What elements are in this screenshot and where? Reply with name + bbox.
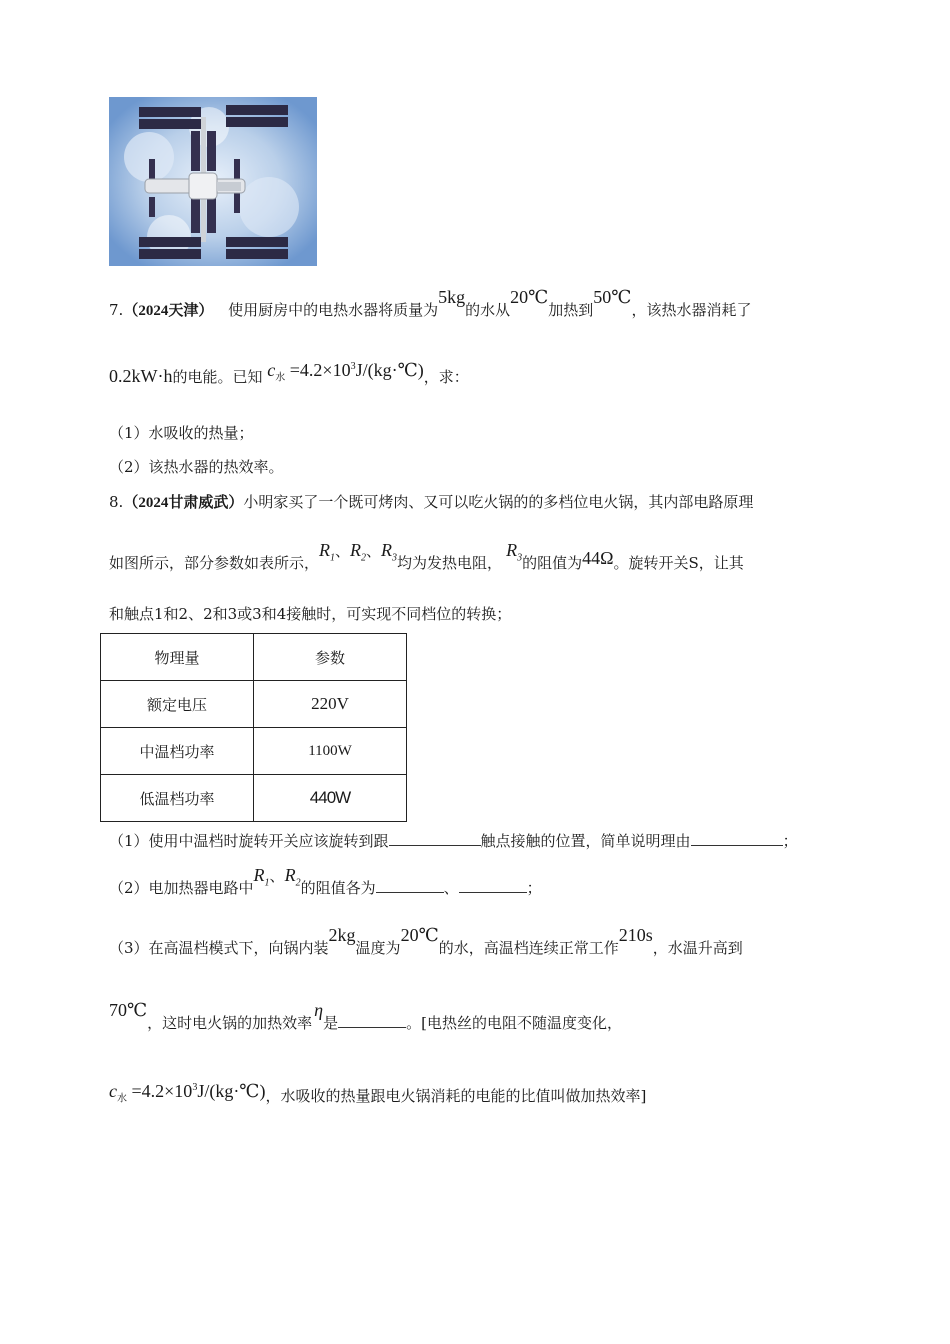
c-exponent: 3: [350, 361, 356, 372]
question-8-text: 、: [443, 879, 459, 897]
r-symbol: R: [381, 540, 393, 560]
answer-blank-reason[interactable]: [691, 833, 783, 846]
answer-blank-r1[interactable]: [376, 880, 444, 893]
parameter-table: [100, 633, 407, 822]
question-8-text: 温度为: [355, 939, 401, 957]
r3-value: 44Ω: [582, 548, 614, 568]
table-cell-label: 低温档功率: [101, 775, 254, 822]
question-8-text: 触点接触的位置，简单说明理由: [480, 832, 691, 850]
resistor-r2: [284, 865, 301, 889]
initial-temperature: 20℃: [510, 287, 549, 307]
question-8-text: 的阻值各为: [300, 879, 376, 897]
table-header-row: [101, 634, 407, 681]
question-8-text: ，这时电火锅的加热效率: [147, 1014, 313, 1032]
initial-temperature: 20℃: [400, 925, 439, 945]
table-cell-label: 中温档功率: [101, 728, 254, 775]
question-7-text: 的水从: [465, 301, 511, 319]
r-subscript: 3: [517, 552, 523, 564]
c-symbol: c: [109, 1081, 117, 1101]
question-8-text: 小明家买了一个既可烤肉、又可以吃火锅的的多档位电火锅，其内部电路原理: [243, 493, 754, 511]
r-subscript: 3: [392, 552, 398, 564]
final-temperature: 70℃: [109, 1000, 148, 1020]
c-subscript: 水: [117, 1093, 127, 1105]
efficiency-symbol: η: [314, 1000, 324, 1020]
question-8-text: （3）在高温档模式下，向锅内装: [109, 939, 329, 957]
r-symbol: R: [506, 540, 518, 560]
separator: 、: [269, 867, 285, 885]
question-8-text: 的水，高温档连续正常工作: [438, 939, 619, 957]
table-cell-value: 1100W: [254, 728, 407, 775]
question-8-part-3-line-2: [109, 1000, 622, 1033]
resistor-r1: [319, 540, 336, 564]
table-cell-label: 额定电压: [101, 681, 254, 728]
question-8-line-3: 和触点1和2、2和3或3和4接触时，可实现不同档位的转换；: [109, 605, 512, 623]
c-exponent: 3: [192, 1082, 198, 1093]
question-7-text: 的电能。已知: [172, 368, 263, 386]
question-8-text: 。[电热丝的电阻不随温度变化，: [406, 1014, 622, 1032]
working-time: 210s: [618, 925, 653, 945]
r-symbol: R: [319, 540, 331, 560]
resistor-r2: [350, 540, 367, 564]
question-7-text: 加热到: [548, 301, 594, 319]
question-8-part-3-line-1: [109, 925, 743, 958]
mass-value: 5kg: [438, 287, 466, 307]
question-8-part-3-line-3: [109, 1081, 647, 1109]
c-unit: J/(kg·℃): [197, 1081, 266, 1101]
question-7-source: （2024天津）: [123, 303, 214, 319]
table-header-quantity: 物理量: [101, 634, 254, 681]
r-symbol: R: [284, 865, 296, 885]
c-value: =4.2×10: [289, 360, 351, 380]
table-cell-value: 440W: [254, 775, 407, 822]
space-station-image: [109, 97, 317, 266]
question-8-text: 均为发热电阻，: [397, 554, 503, 572]
question-8-source: （2024甘肃威武）: [123, 495, 244, 511]
question-8-text: （2）电加热器电路中: [109, 879, 254, 897]
final-temperature: 50℃: [593, 287, 632, 307]
question-8-text: 的阻值为: [522, 554, 583, 572]
specific-heat-formula: [267, 360, 424, 384]
r-subscript: 1: [330, 552, 336, 564]
table-header-value: 参数: [254, 634, 407, 681]
question-8-text: ；: [782, 832, 798, 850]
r-subscript: 2: [361, 552, 367, 564]
question-8-text: （1）使用中温档时旋转开关应该旋转到跟: [109, 832, 389, 850]
question-8-number: 8.: [109, 493, 124, 511]
c-unit: J/(kg·℃): [355, 360, 424, 380]
resistor-r3: [381, 540, 398, 564]
separator: 、: [335, 542, 351, 560]
question-7-sub-2: （2）该热水器的热效率。: [109, 458, 284, 476]
c-value: =4.2×10: [131, 1081, 193, 1101]
answer-blank-efficiency[interactable]: [338, 1015, 406, 1028]
answer-blank-r2[interactable]: [459, 880, 527, 893]
question-8-text: 是: [323, 1014, 339, 1032]
r-symbol: R: [350, 540, 362, 560]
r-symbol: R: [253, 865, 265, 885]
question-8-line-1: [109, 491, 753, 512]
question-7-text: 使用厨房中的电热水器将质量为: [228, 301, 439, 319]
specific-heat-formula: [109, 1081, 266, 1105]
separator: 、: [366, 542, 382, 560]
question-7-number: 7.: [109, 301, 124, 319]
question-8-text: ，水吸收的热量跟电火锅消耗的电能的比值叫做加热效率]: [265, 1087, 647, 1105]
table-row: [101, 728, 407, 775]
r-subscript: 2: [295, 877, 301, 889]
question-7-sub-1: （1）水吸收的热量；: [109, 424, 254, 442]
question-8-part-1: [109, 830, 798, 851]
table-row: [101, 681, 407, 728]
question-7-line-2: [109, 360, 469, 390]
question-7-text: ，求：: [423, 368, 469, 386]
table-row: [101, 775, 407, 822]
question-8-text: 。旋转开关S，让其: [613, 554, 744, 572]
r-subscript: 1: [264, 877, 270, 889]
c-subscript: 水: [275, 372, 286, 384]
answer-blank-contact[interactable]: [389, 833, 481, 846]
c-symbol: c: [267, 360, 276, 380]
water-mass: 2kg: [328, 925, 356, 945]
question-8-text: ；: [526, 879, 542, 897]
question-8-text: 如图所示，部分参数如表所示，: [109, 554, 320, 572]
question-8-line-2: [109, 540, 744, 576]
resistor-r1: [253, 865, 270, 889]
question-8-text: ，水温升高到: [652, 939, 743, 957]
energy-value: 0.2kW·h: [109, 366, 173, 386]
question-7-text: ，该热水器消耗了: [631, 301, 752, 319]
resistor-r3-ref: [506, 540, 523, 564]
space-station-illustration: [109, 97, 317, 266]
table-cell-value: 220V: [254, 681, 407, 728]
question-8-part-2: [109, 865, 542, 901]
question-7-line-1: [109, 287, 752, 320]
